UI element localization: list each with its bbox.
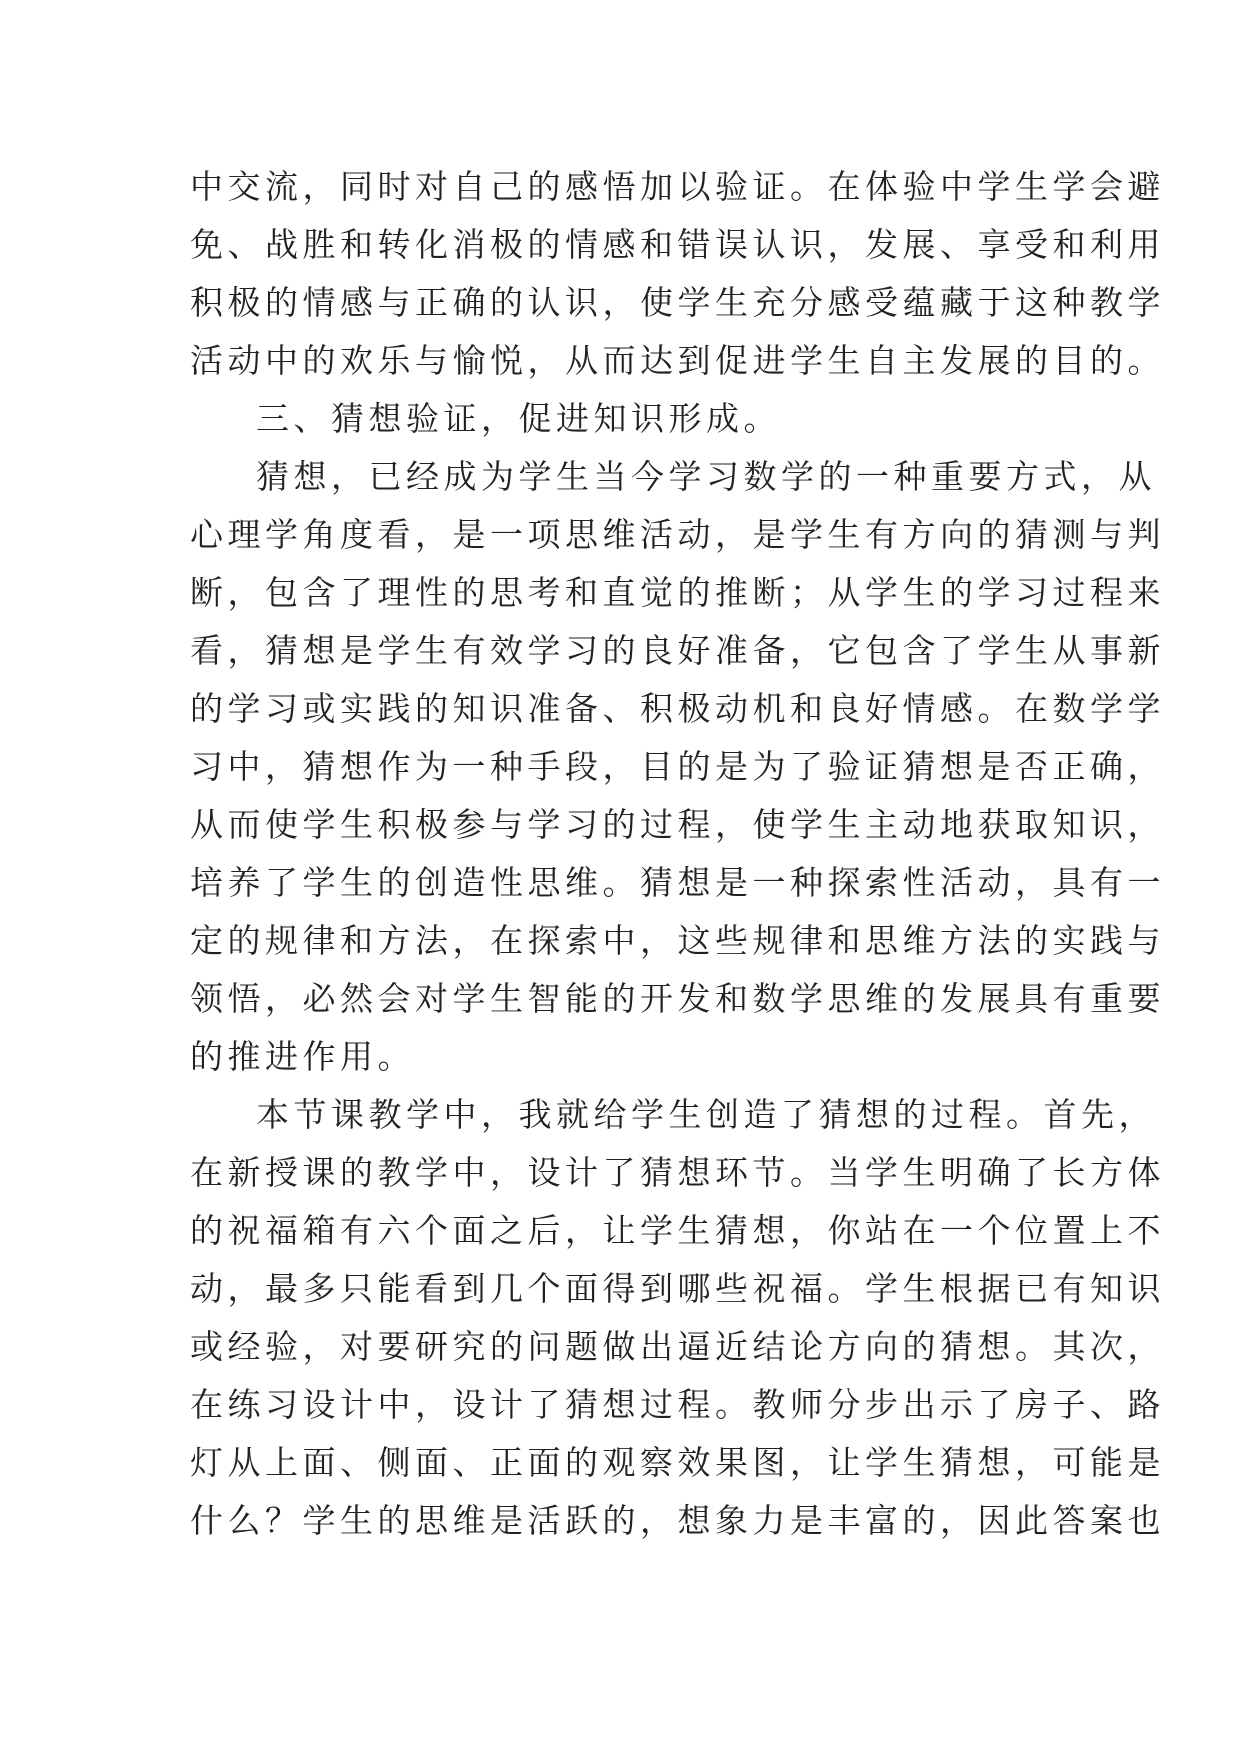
paragraph-line: 或经验，对要研究的问题做出逼近结论方向的猜想。其次， (190, 1327, 1165, 1366)
paragraph-line: 什么？学生的思维是活跃的，想象力是丰富的，因此答案也 (190, 1501, 1165, 1540)
paragraph-line: 本节课教学中，我就给学生创造了猜想的过程。首先， (256, 1095, 1156, 1134)
paragraph-line: 灯从上面、侧面、正面的观察效果图，让学生猜想，可能是 (190, 1443, 1165, 1482)
paragraph-line: 的推进作用。 (190, 1037, 415, 1076)
paragraph-line: 领悟，必然会对学生智能的开发和数学思维的发展具有重要 (190, 979, 1165, 1018)
paragraph-line: 在练习设计中，设计了猜想过程。教师分步出示了房子、路 (190, 1385, 1165, 1424)
paragraph-line: 心理学角度看，是一项思维活动，是学生有方向的猜测与判 (190, 515, 1165, 554)
paragraph-line: 在新授课的教学中，设计了猜想环节。当学生明确了长方体 (190, 1153, 1165, 1192)
paragraph-line: 积极的情感与正确的认识，使学生充分感受蕴藏于这种教学 (190, 283, 1165, 322)
document-body (190, 158, 1165, 1550)
paragraph-line: 中交流，同时对自己的感悟加以验证。在体验中学生学会避 (190, 167, 1165, 206)
paragraph-line: 断，包含了理性的思考和直觉的推断；从学生的学习过程来 (190, 573, 1165, 612)
paragraph-line: 免、战胜和转化消极的情感和错误认识，发展、享受和利用 (190, 225, 1165, 264)
paragraph-line: 的学习或实践的知识准备、积极动机和良好情感。在数学学 (190, 689, 1165, 728)
paragraph-line: 活动中的欢乐与愉悦，从而达到促进学生自主发展的目的。 (190, 341, 1165, 380)
paragraph-line: 从而使学生积极参与学习的过程，使学生主动地获取知识， (190, 805, 1165, 844)
paragraph-line: 猜想，已经成为学生当今学习数学的一种重要方式，从 (256, 457, 1156, 496)
paragraph-line: 动，最多只能看到几个面得到哪些祝福。学生根据已有知识 (190, 1269, 1165, 1308)
paragraph-line: 习中，猜想作为一种手段，目的是为了验证猜想是否正确， (190, 747, 1165, 786)
paragraph-line: 定的规律和方法，在探索中，这些规律和思维方法的实践与 (190, 921, 1165, 960)
section-heading: 三、猜想验证，促进知识形成。 (256, 399, 781, 438)
paragraph-line: 的祝福箱有六个面之后，让学生猜想，你站在一个位置上不 (190, 1211, 1165, 1250)
paragraph-line: 看，猜想是学生有效学习的良好准备，它包含了学生从事新 (190, 631, 1165, 670)
paragraph-line: 培养了学生的创造性思维。猜想是一种探索性活动，具有一 (190, 863, 1165, 902)
